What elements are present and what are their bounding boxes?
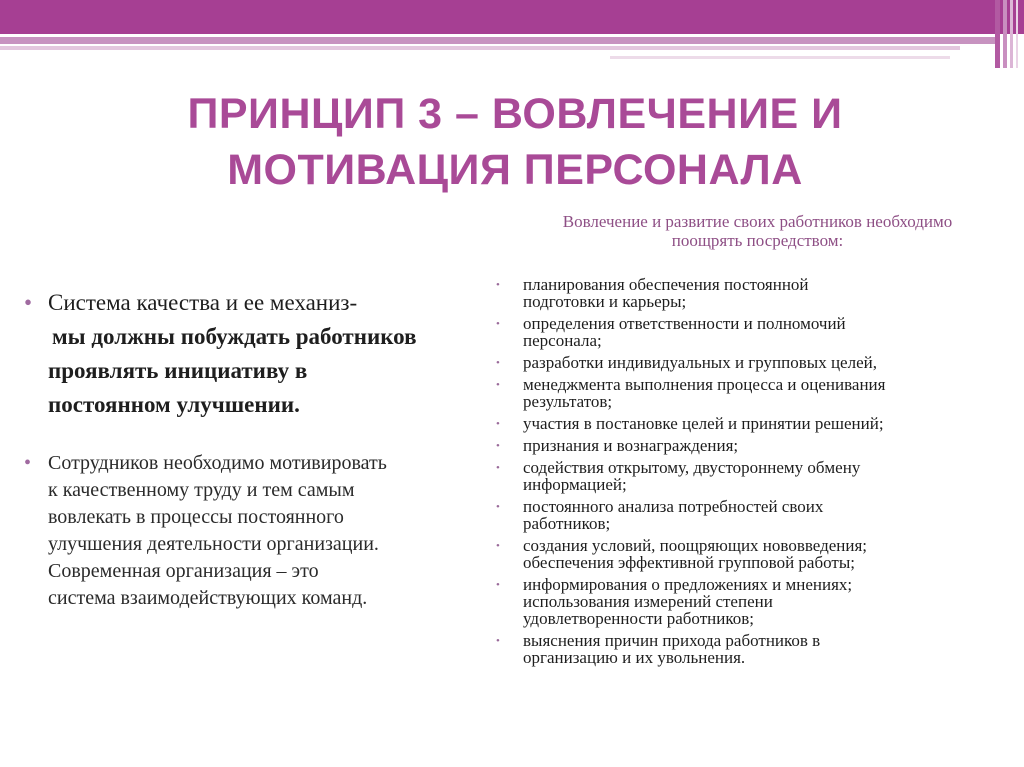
left-column: [24, 286, 504, 612]
paragraph-line: улучшения деятельности организации.: [48, 533, 379, 555]
bullet-icon: •: [24, 290, 33, 315]
list-item: [494, 537, 1014, 571]
bullet-icon: •: [496, 635, 500, 647]
incentive-list: [494, 276, 1014, 671]
list-item: [494, 415, 1014, 432]
paragraph-line: мы должны побуждать работников: [52, 324, 417, 349]
list-item: [494, 276, 1014, 310]
paragraph-line: Система качества и ее механиз-: [48, 290, 358, 315]
header-band-stripe: [1003, 0, 1007, 68]
header-band-stripe: [1010, 0, 1013, 68]
list-item-line: планирования обеспечения постоянной: [523, 275, 809, 294]
list-item: [494, 459, 1014, 493]
left-paragraph-motivation: [24, 450, 504, 612]
bullet-icon: •: [496, 440, 500, 452]
list-item-line: участия в постановке целей и принятии решений;: [523, 414, 884, 433]
slide-title: [100, 86, 930, 198]
list-item: [494, 576, 1014, 627]
list-item-line: организацию и их увольнения.: [523, 648, 746, 667]
intro-text: [500, 212, 1015, 250]
header-band-main: [0, 0, 1024, 34]
list-item-line: постоянного анализа потребностей своих: [523, 497, 824, 516]
list-item-line: признания и вознаграждения;: [523, 436, 739, 455]
bullet-icon: •: [496, 318, 500, 330]
header-band-line: [0, 37, 1000, 44]
list-item-line: создания условий, поощряющих нововведения;: [523, 536, 868, 555]
list-item: [494, 354, 1014, 371]
list-item-line: использования измерений степени: [523, 592, 773, 611]
list-item: [494, 315, 1014, 349]
paragraph-line: вовлекать в процессы постоянного: [48, 506, 344, 528]
header-band-stripe: [995, 0, 1000, 68]
intro-line: Вовлечение и развитие своих работников необходимо: [562, 212, 953, 231]
bullet-icon: •: [496, 462, 500, 474]
list-item-line: определения ответственности и полномочий: [523, 314, 846, 333]
list-item-line: результатов;: [523, 392, 613, 411]
header-band-line: [0, 46, 960, 50]
list-item: [494, 498, 1014, 532]
list-item-line: подготовки и карьеры;: [523, 292, 687, 311]
bullet-icon: •: [24, 452, 32, 474]
paragraph-line: Сотрудников необходимо мотивировать: [48, 452, 387, 474]
left-paragraph-quality-system: [24, 286, 504, 422]
list-item-line: менеджмента выполнения процесса и оценивания: [523, 375, 886, 394]
list-item-line: работников;: [523, 514, 611, 533]
paragraph-line: постоянном улучшении.: [48, 392, 300, 417]
list-item: [494, 437, 1014, 454]
list-item-line: выяснения причин прихода работников в: [523, 631, 821, 650]
list-item-line: содействия открытому, двустороннему обмену: [523, 458, 861, 477]
list-item-line: разработки индивидуальных и групповых целей,: [523, 353, 877, 372]
slide-title-line: ПРИНЦИП 3 – ВОВЛЕЧЕНИЕ И: [187, 90, 843, 138]
bullet-icon: •: [496, 379, 500, 391]
paragraph-line: проявлять инициативу в: [48, 358, 308, 383]
list-item-line: удовлетворенности работников;: [523, 609, 754, 628]
paragraph-line: к качественному труду и тем самым: [48, 479, 355, 501]
list-item-line: обеспечения эффективной групповой работы;: [523, 553, 855, 572]
intro-line: поощрять посредством:: [671, 231, 844, 250]
list-item: [494, 632, 1014, 666]
list-item-line: информацией;: [523, 475, 627, 494]
bullet-icon: •: [496, 357, 500, 369]
list-item-line: персонала;: [523, 331, 602, 350]
paragraph-line: система взаимодействующих команд.: [48, 587, 368, 609]
header-band-line: [610, 56, 950, 59]
bullet-icon: •: [496, 579, 500, 591]
bullet-icon: •: [496, 540, 500, 552]
paragraph-line: Современная организация – это: [48, 560, 319, 582]
bullet-icon: •: [496, 279, 500, 291]
list-item: [494, 376, 1014, 410]
bullet-icon: •: [496, 418, 500, 430]
list-item-line: информирования о предложениях и мнениях;: [523, 575, 853, 594]
bullet-icon: •: [496, 501, 500, 513]
slide-title-line: МОТИВАЦИЯ ПЕРСОНАЛА: [227, 146, 803, 194]
header-band-stripe: [1016, 0, 1018, 68]
